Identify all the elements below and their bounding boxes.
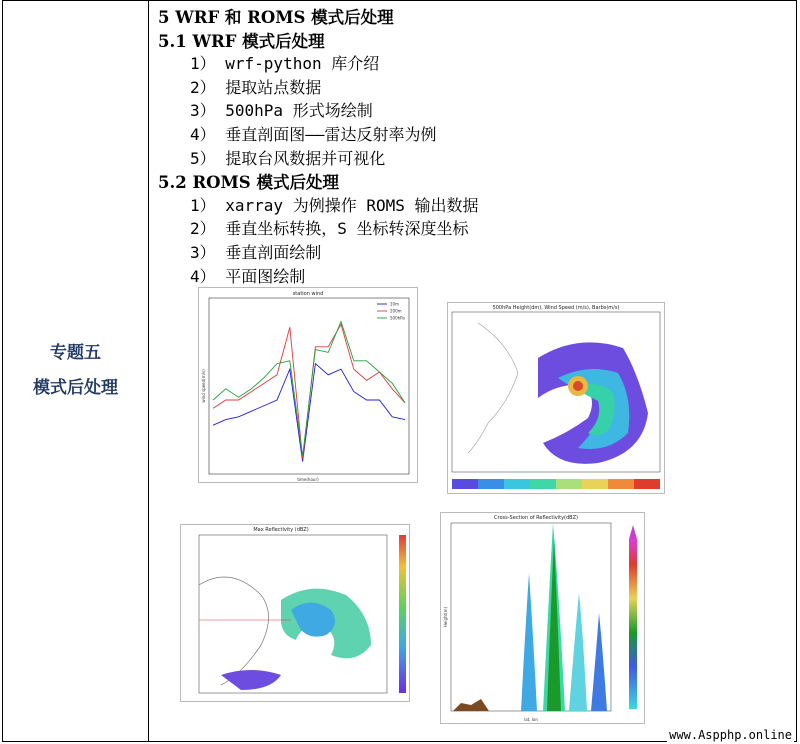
xsect-title: Cross-Section of Reflectivity(dBZ)	[494, 515, 578, 521]
series-line-10m	[213, 364, 405, 462]
roms-item: 1） xarray 为例操作 ROMS 输出数据	[190, 196, 479, 215]
maxrefl-title: Max Reflectivity (dBZ)	[253, 527, 309, 533]
wrf-item: 5） 提取台风数据并可视化	[190, 149, 386, 168]
wrf-item: 4） 垂直剖面图——雷达反射率为例	[190, 125, 437, 144]
xsect-xlabel: lat, lon	[524, 717, 538, 722]
watermark: www.Aspphp.online	[669, 728, 792, 742]
station-wind-chart	[198, 287, 418, 483]
topic-title: 专题五	[50, 343, 101, 363]
legend-label-500hPa: 500hPa	[390, 315, 405, 321]
series-line-500hPa	[213, 322, 405, 456]
x-axis-label: time(hour)	[297, 477, 319, 482]
typhoon-eye	[573, 381, 583, 391]
plot-frame	[209, 298, 409, 474]
topic-subtitle: 模式后处理	[33, 378, 118, 398]
cross-section-figure	[440, 512, 645, 724]
cross-section-svg	[441, 513, 644, 723]
section-heading: 5 WRF 和 ROMS 模式后处理	[158, 8, 394, 27]
wrf-item: 3） 500hPa 形式场绘制	[190, 101, 373, 120]
colorbar-seg	[504, 479, 530, 489]
wrf-heading: 5.1 WRF 模式后处理	[158, 32, 325, 51]
wrf-item: 1） wrf-python 库介绍	[190, 54, 380, 73]
legend-label-10m: 10m	[390, 301, 399, 307]
500hpa-map-svg	[448, 303, 664, 493]
colorbar-refl	[399, 535, 406, 693]
max-reflectivity-figure	[180, 524, 410, 702]
colorbar-seg	[478, 479, 504, 489]
colorbar-seg	[608, 479, 634, 489]
500hpa-map-figure	[447, 302, 665, 494]
xsect-ylabel: Height(m)	[443, 606, 448, 628]
colorbar-arrow	[629, 525, 637, 539]
y-axis-label: wind speed(m/s)	[201, 369, 206, 403]
roms-heading: 5.2 ROMS 模式后处理	[158, 173, 339, 192]
station-wind-svg	[199, 288, 417, 482]
wrf-item: 2） 提取站点数据	[190, 78, 322, 97]
series-line-200m	[213, 324, 405, 458]
roms-item: 3） 垂直剖面绘制	[190, 243, 322, 262]
roms-item: 2） 垂直坐标转换，S 坐标转深度坐标	[190, 219, 469, 238]
legend-label-200m: 200m	[390, 308, 402, 314]
colorbar-seg	[530, 479, 556, 489]
chart-title: station wind	[292, 291, 324, 297]
chart-legend	[377, 302, 405, 321]
colorbar-seg	[634, 479, 660, 489]
colorbar-seg	[582, 479, 608, 489]
topic-cell	[2, 0, 149, 742]
colorbar-xsect	[629, 539, 637, 709]
roms-item: 4） 平面图绘制	[190, 267, 306, 286]
map500-title: 500hPa Height(dm), Wind Speed (m/s), Barbs(m/s)	[492, 305, 620, 311]
colorbar-seg	[556, 479, 582, 489]
max-reflectivity-svg	[181, 525, 409, 701]
